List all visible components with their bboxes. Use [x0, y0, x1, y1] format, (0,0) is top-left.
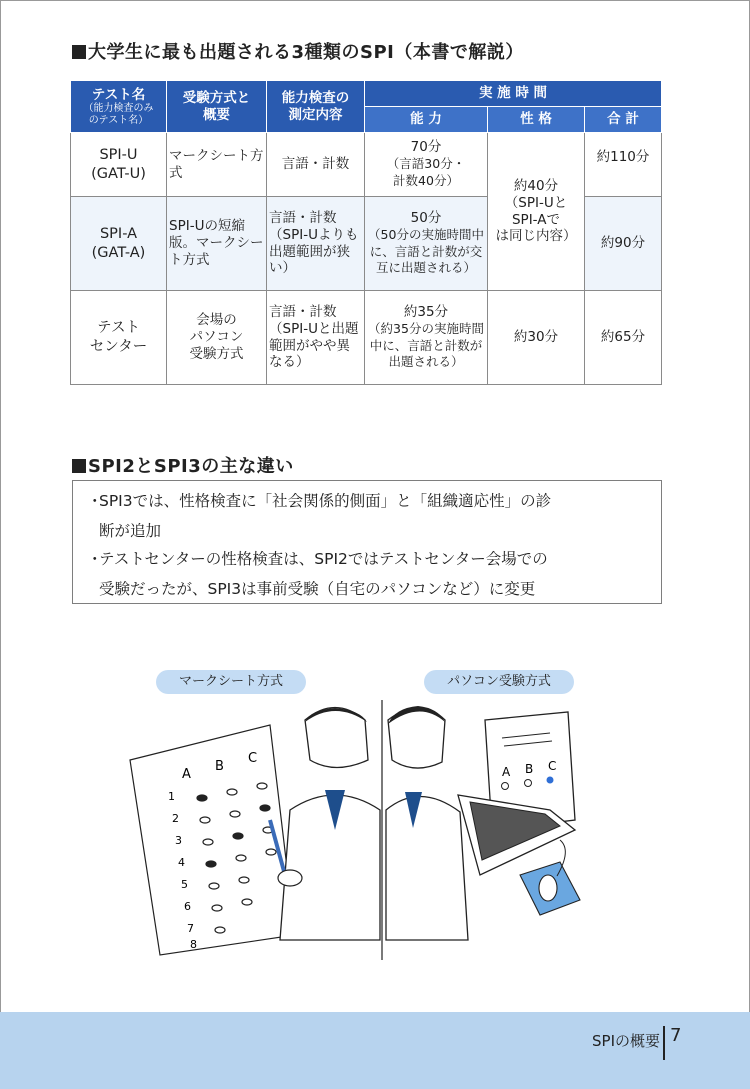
sheet-number: 3 — [175, 834, 182, 847]
page-footer — [0, 1012, 750, 1089]
total-cell: 約65分 — [585, 291, 662, 385]
header-personality: 性 格 — [488, 107, 585, 133]
test-name-cell: テスト センター — [71, 291, 167, 385]
note-item: ・SPI3では、性格検査に「社会関係的側面」と「組織適応性」の診 断が追加 — [87, 492, 552, 540]
illustration — [120, 700, 640, 960]
personality-merged-cell: 約40分 （SPI-Uと SPI-Aで は同じ内容） — [488, 133, 585, 291]
method-cell: マークシート方式 — [167, 133, 267, 197]
header-method: 受験方式と 概要 — [167, 81, 267, 133]
method-cell: SPI-Uの短縮版。マークシート方式 — [167, 197, 267, 291]
section-title-spi-types: 大学生に最も出題される3種類のSPI（本書で解説） — [72, 38, 524, 64]
square-bullet-icon — [72, 459, 86, 473]
mark-sheet-label: マークシート方式 — [156, 670, 306, 694]
note-item: ・テストセンターの性格検査は、SPI2ではテストセンター会場での 受験だったが、SPI3は事前受験（自宅のパソコンなど）に変更 — [87, 550, 548, 598]
header-test-name: テスト名 （能力検査のみ のテスト名） — [71, 81, 167, 133]
sheet-number: 2 — [172, 812, 179, 825]
table-row — [71, 291, 662, 385]
sheet-letter: C — [248, 751, 258, 766]
student-marksheet-figure — [270, 708, 380, 941]
content-cell: 言語・計数 — [267, 133, 365, 197]
student-pc-figure — [386, 706, 468, 940]
laptop-illustration — [458, 712, 575, 875]
total-cell: 約90分 — [585, 197, 662, 291]
test-name-cell: SPI-A (GAT-A) — [71, 197, 167, 291]
table-header-row — [71, 81, 662, 107]
ability-cell: 70分 （言語30分・ 計数40分） — [365, 133, 488, 197]
method-cell: 会場の パソコン 受験方式 — [167, 291, 267, 385]
sheet-number: 1 — [168, 790, 175, 803]
sheet-letter: B — [215, 759, 224, 774]
difference-note-box — [72, 480, 662, 604]
personality-cell: 約30分 — [488, 291, 585, 385]
header-time: 実 施 時 間 — [365, 81, 662, 107]
header-ability: 能 力 — [365, 107, 488, 133]
ability-cell: 約35分 （約35分の実施時間中に、言語と計数が出題される） — [365, 291, 488, 385]
screen-letter: A — [502, 765, 511, 779]
ability-cell: 50分 （50分の実施時間中に、言語と計数が交互に出題される） — [365, 197, 488, 291]
sheet-number: 8 — [190, 938, 197, 951]
sheet-number: 5 — [181, 878, 188, 891]
footer-divider — [663, 1026, 665, 1060]
header-total: 合 計 — [585, 107, 662, 133]
square-bullet-icon — [72, 45, 86, 59]
spi-table — [70, 80, 662, 385]
header-content: 能力検査の 測定内容 — [267, 81, 365, 133]
test-name-cell: SPI-U (GAT-U) — [71, 133, 167, 197]
page-number: 7 — [670, 1025, 682, 1046]
sheet-number: 4 — [178, 856, 185, 869]
total-cell: 約110分 — [585, 133, 662, 197]
screen-letter: C — [548, 759, 557, 773]
pc-test-label: パソコン受験方式 — [424, 670, 574, 694]
content-cell: 言語・計数 （SPI-Uと出題範囲がやや異なる） — [267, 291, 365, 385]
sheet-number: 7 — [187, 922, 194, 935]
answer-sheet-illustration — [130, 725, 295, 955]
content-cell: 言語・計数 （SPI-Uよりも出題範囲が狭い） — [267, 197, 365, 291]
sheet-letter: A — [182, 767, 191, 782]
screen-letter: B — [525, 762, 534, 776]
section-title-spi2-spi3: SPI2とSPI3の主な違い — [72, 452, 294, 478]
sheet-number: 6 — [184, 900, 191, 913]
footer-section-label: SPIの概要 — [592, 1032, 660, 1050]
table-row — [71, 133, 662, 197]
